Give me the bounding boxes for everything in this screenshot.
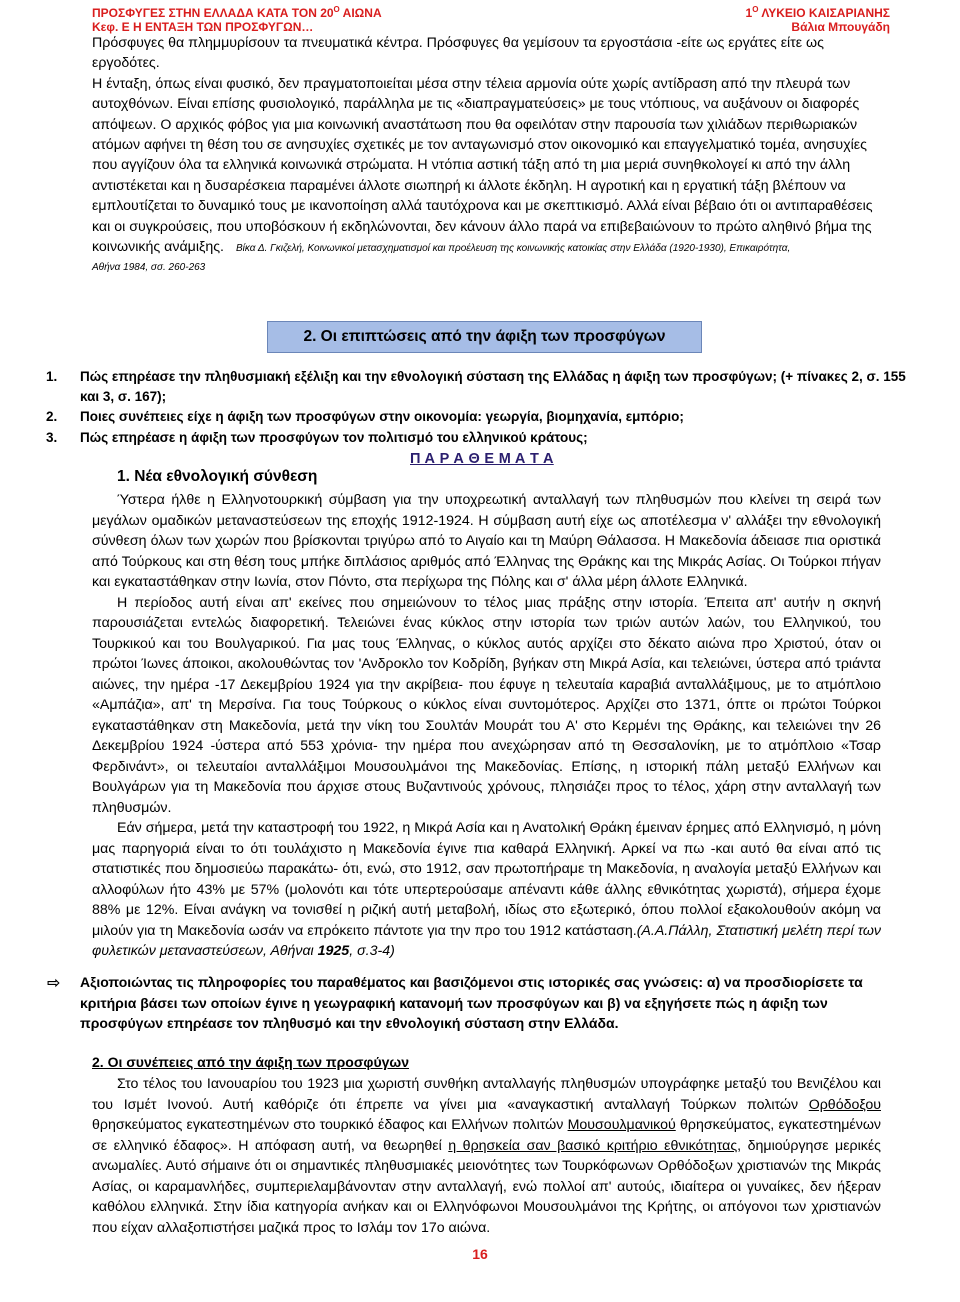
quote-paragraph-2: Η ένταξη, όπως είναι φυσικό, δεν πραγματοποιείται μέσα στην τέλεια αρμονία ούτε χωρίς αντίδραση από την πλευρά των αυτοχθόνων. Είναι επίσης φυσιολογικό, παράλληλα με τις «διαπραγματεύσεις» με τους ντόπιους, να αυξάνουν οι διαφορές απόψεων. Ο αρχικός φόβος για μια κοινωνική αναστάτωση που θα οφειλόταν στην παρουσία των χιλιάδων περιθωριακών ατόμων αφήνει τη θέση του σε ανησυχίες σχετικές με τον ανταγωνισμό στον οικονομικό και επαγγελματικό τομέα, ανησυχίες που αγγίζουν όλα τα ελληνικά κοινωνικά στρώματα. Η ντόπια αστική τάξη από τη μια μεριά συνηθκολογεί κι από την άλλη αντιστέκεται και η δυσαρέσκεια παραμένει άλλοτε σιωπηρή κι άλλοτε έκδηλη. Η αγροτική και η εργατική τάξη βλέπουν να εμπλουτίζεται το δυναμικό τους με ικανοποίηση αλλά ταυτόχρονα και με σκεπτικισμό. Αλλά είναι βέβαιο ότι οι αντιπαραθέσεις και οι συγκρούσεις, που υποβόσκουν ή εκδηλώνονται, δεν κάνουν άλλο παρά να επιβεβαιώνουν το πρώτο αληθινό βήμα της κοινωνικής ανάμιξης.: [92, 75, 873, 256]
subsection-1-paragraph: Ύστερα ήλθε η Ελληνοτουρκική σύμβαση για την υποχρεωτική ανταλλαγή των πληθυσμών που κλείνει τη σειρά των μεγάλων ομαδικών μεταναστεύσεων της εποχής 1912-1924. Η σύμβαση αυτή είχε ως αποτέλεσμα ν' αλλάξει την εθνολογική σύνθεση όλων των χωρών που βρίσκονται τριγύρω από το Αιγαίο και τη Μαύρη Θάλασσα. Η Μακεδονία άδειασε πια οριστικά από Τούρκους και στη θέση τους μπήκε διπλάσιος αριθμός από Έλληνας της Θράκης και της Μικράς Ασίας. Οι Τούρκοι πήγαν και εγκαταστάθηκαν στην Ιωνία, στον Πόντο, στα περίχωρα της Πόλης και σ' άλλα μέρη άλλοτε Ελληνικά.: [92, 492, 881, 590]
quote-block: [92, 33, 881, 275]
parathemata-heading: Π Α Ρ Α Θ Ε Μ Α Τ Α: [410, 451, 554, 467]
question-number: 1.: [46, 369, 58, 384]
page-number: 16: [472, 1246, 488, 1262]
quote-citation: Βίκα Δ. Γκιζελή, Κοινωνικοί μετασχηματισμοί και προέλευση της κοινωνικής κατοικίας στην Ελλάδα (1920-1930), Επικαιρότητα,: [235, 243, 791, 255]
subsection-2-body: [92, 1074, 881, 1238]
question-item: [46, 428, 906, 448]
header-author: Βάλια Μπουγάδη: [791, 20, 890, 34]
header-chapter-title: Κεφ. Ε Η ΕΝΤΑΞΗ ΤΩΝ ΠΡΟΣΦΥΓΩΝ…: [92, 20, 314, 34]
section-heading-box: 2. Οι επιπτώσεις από την άφιξη των προσφύγων: [267, 321, 702, 353]
subsection-1-paragraph: Η περίοδος αυτή είναι απ' εκείνες που σημειώνουν το τέλος μιας πράξης στην ιστορία. Έπειτα απ' αυτήν η σκηνή παρουσιάζεται εντελώς διαφορετική. Τελειώνει ένας κύκλος στην ιστορία των τριών αυτών λαών, του Ελληνικού, του Τουρκικού και του Βουλγαρικού. Για μας τους Έλληνας, ο κύκλος αυτός αρχίζει στο δέκατο αιώνα προ Χριστού, όταν οι πρώτοι Ίωνες άποικοι, ακολουθώντας τον 'Ανδροκλο τον Κοδρίδη, βγήκαν στη Μικρά Ασία, και τελειώνει, ύστερα από τριάντα αιώνες, την ημέρα -17 Δεκεμβρίου 1924 για την ακρίβεια- που έφυγε η τελευταία καραβιά ανταλλάξιμους, με το ατμόπλοιο «Αμπάζια», απ' τη Μερσίνα. Για τους Τούρκους ο κύκλος είναι συντομότερος. Αρχίζει στο 1371, όπτε οι πρώτοι Τούρκοι εγκαταστάθηκαν στη Μακεδονία, μετά την νίκη του Σουλτάν Μουράτ του Α' στο Κερμένι της Θράκης, και τελειώνει την 26 Δεκεμβρίου 1924 -ύστερα από 553 χρόνια- την ημέρα που ανεχώρησαν από τη Θεσσαλονίκη, με το ατμόπλοιο «Τσαρ Φερδινάντ», οι τελευταίοι ανταλλάξιμοι Μουσουλμάνοι της Μακεδονίας. Επίσης, η ιστορική πάλη μεταξύ Ελλήνων και Βουλγάρων για τη Μακεδονία που άρχισε στους Βυζαντινούς χρόνους, πλησιάζει προς το τέλος, χάρη στην ανταλλαγή των πληθυσμών.: [92, 594, 881, 816]
question-number: 3.: [46, 429, 58, 445]
subsection-1-paragraph: Εάν σήμερα, μετά την καταστροφή του 1922, η Μικρά Ασία και η Ανατολική Θράκη έμειναν έρημες από Ελληνισμό, η μόνη μας παρηγοριά είναι το ότι τουλάχιστο η Μακεδονία έγινε πια καθαρά Ελληνική. Αρκεί να πω -και αυτό θα είναι από τις στατιστικές που δημοσιεύω παρακάτω- ότι, ενώ, στο 1912, σαν πρωτοπήραμε τη Μακεδονία, η αναλογία μεταξύ Ελλήνων και αλλοφύλων ήτο 43% με 57% (μολονότι και τότε υπερτερούσαμε απέναντι κάθε άλλης εθνικότητας χωριστά), σήμερα έχομε 88% με 12%. Είναι ανάγκη να τονισθεί η ριζική αυτή μεταβολή, ιδίως στο εξωτερικό, όπου πολλοί εξακολουθούν ακόμη να μιλούν για τη Μακεδονία ωσάν να επρόκειτο πάντοτε για την προ του 1912 κατάσταση.(Α.Α.Πάλλη, Στατιστική μελέτη περί των φυλετικών μεταναστεύσεων, Αθήναι 1925, σ.3-4): [92, 820, 881, 959]
source-citation: (Α.Α.Πάλλη, Στατιστική μελέτη περί των φυλετικών μεταναστεύσεων, Αθήναι 1925, σ.3-4): [92, 922, 881, 959]
question-text: Πώς επηρέασε την πληθυσμιακή εξέλιξη και την εθνολογική σύσταση της Ελλάδας η άφιξη των προσφύγων; (+ πίνακες 2, σ. 155 και 3, σ. 167);: [80, 369, 906, 405]
question-text: Πώς επηρέασε η άφιξη των προσφύγων τον πολιτισμό του ελληνικού κράτους;: [80, 429, 588, 445]
question-number: 2.: [46, 409, 58, 425]
quote-citation-continued: Αθήνα 1984, σσ. 260-263: [92, 262, 206, 274]
running-header-right: [746, 3, 890, 34]
running-header-left: [92, 3, 382, 34]
header-course-title: ΠΡΟΣΦΥΓΕΣ ΣΤΗΝ ΕΛΛΑΔΑ ΚΑΤΑ ΤΟΝ $20^O$ ΑΙΩΝΑ: [92, 5, 382, 20]
quote-paragraph-1: Πρόσφυγες θα πλημμυρίσουν τα πνευματικά κέντρα. Πρόσφυγες θα γεμίσουν τα εργοστάσια -είτε ως εργάτες είτε ως εργοδότες.: [92, 35, 824, 72]
question-item: [46, 367, 906, 407]
task-text: Αξιοποιώντας τις πληροφορίες του παραθέματος και βασιζόμενοι στις ιστορικές σας γνώσεις: α) να προσδιορίσετε τα κριτήρια βάσει των οποίων έγινε η γεωγραφική κατανομή των προσφύγων και β) να εξηγήσετε πώς η άφιξη των προσφύγων επηρέασε τον πληθυσμό και την εθνολογική σύσταση στην Ελλάδα.: [80, 974, 863, 1032]
subsection-2-title: 2. Οι συνέπειες από την άφιξη των προσφύγων: [92, 1054, 409, 1070]
subsection-2-paragraph: Στο τέλος του Ιανουαρίου του 1923 μια χωριστή συνθήκη ανταλλαγής πληθυσμών υπογράφηκε μεταξύ του Βενιζέλου και του Ισμέτ Ινονού. Αυτή καθόριζε ότι έπρεπε να γίνει μια «αναγκαστική ανταλλαγή Τούρκων πολιτών Ορθόδοξου θρησκεύματος εγκατεστημένων στο τουρκικό έδαφος και Ελλήνων πολιτών Μουσουλμανικού θρησκεύματος, εγκατεστημένων σε ελληνικό έδαφος». Η απόφαση αυτή, να θεωρηθεί η θρησκεία σαν βασικό κριτήριο εθνικότητας, δημιούργησε μερικές ανωμαλίες. Αυτό σήμαινε ότι οι σημαντικές πληθυσμιακές μειονότητες των Τουρκόφωνων Ορθόδοξων χριστιανών της Μικράς Ασίας, οι καραμανλήδες, συμπεριελαμβάνονταν στην ανταλλαγή, ενώ πολλοί απ' αυτούς, ιδιαίτερα οι γυναίκες, δεν ήξεραν καθόλου ελληνικά. Στην ίδια κατηγορία ανήκαν και οι Ελληνόφωνοι Μουσουλμάνοι της Κρήτης, οι απόγονοι των χριστιανών που είχαν αλλαξοπιστήσει μαζικά προς το Ισλάμ τον 17ο αιώνα.: [92, 1076, 882, 1236]
question-text: Ποιες συνέπειες είχε η άφιξη των προσφύγων στην οικονομία: γεωργία, βιομηχανία, εμπόριο;: [80, 409, 684, 425]
subsection-1-body: [92, 490, 881, 962]
subsection-1-title: 1. Νέα εθνολογική σύνθεση: [117, 468, 318, 485]
question-item: [46, 407, 906, 427]
header-school-name: $1^O$ ΛΥΚΕΙΟ ΚΑΙΣΑΡΙΑΝΗΣ: [745, 5, 890, 20]
question-list: [46, 367, 906, 448]
arrow-right-icon: ⇨: [47, 975, 61, 992]
task-block: [47, 972, 882, 1034]
